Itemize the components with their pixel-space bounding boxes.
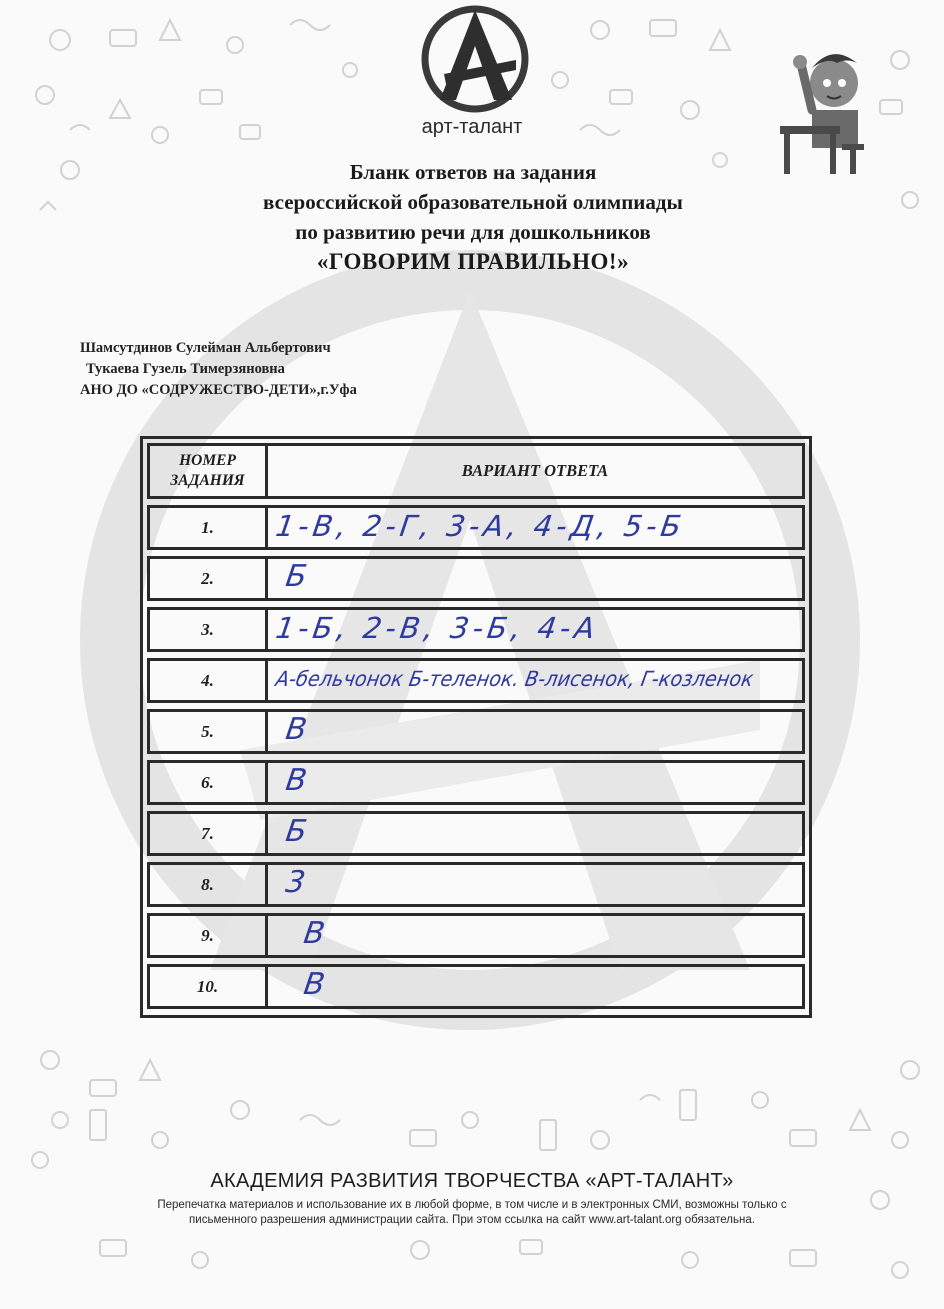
answer-cell <box>268 916 802 955</box>
handwritten-answer: В <box>283 712 314 747</box>
table-row <box>147 964 805 1009</box>
header-task-number <box>150 446 268 496</box>
header-task-number-line1: НОМЕР <box>179 452 236 469</box>
handwritten-answer: 1-Б, 2-В, 3-Б, 4-А <box>273 610 601 645</box>
title-line-3: по развитию речи для дошкольников <box>295 220 651 244</box>
task-number: 6. <box>150 763 268 802</box>
handwritten-answer: В <box>301 916 332 951</box>
answer-cell <box>268 661 802 700</box>
authors-block <box>80 338 357 401</box>
handwritten-answer: А-бельчонок Б-теленок. В-лисенок, Г-козленок <box>273 666 756 691</box>
task-number: 2. <box>150 559 268 598</box>
handwritten-answer: В <box>301 967 332 1002</box>
copyright-note-line-2: письменного разрешения администрации сайта. При этом ссылка на сайт www.art-talant.org обязательна. <box>189 1214 755 1226</box>
handwritten-answer: Б <box>283 559 314 594</box>
header-answer: ВАРИАНТ ОТВЕТА <box>461 461 609 480</box>
table-row <box>147 862 805 907</box>
handwritten-answer: Б <box>283 814 314 849</box>
table-row <box>147 913 805 958</box>
title-line-1: Бланк ответов на задания <box>349 160 597 184</box>
table-row <box>147 607 805 652</box>
table-row <box>147 811 805 856</box>
table-header-row <box>147 443 805 499</box>
answer-cell <box>268 559 802 598</box>
table-row <box>147 709 805 754</box>
title-line-2: всероссийской образовательной олимпиады <box>263 190 683 214</box>
olympiad-name: «ГОВОРИМ ПРАВИЛЬНО!» <box>316 249 630 274</box>
answer-table <box>140 436 812 1018</box>
task-number: 8. <box>150 865 268 904</box>
task-number: 3. <box>150 610 268 649</box>
table-row <box>147 556 805 601</box>
task-number: 7. <box>150 814 268 853</box>
answer-cell <box>268 967 802 1006</box>
task-number: 1. <box>150 508 268 547</box>
answer-cell <box>268 610 802 649</box>
answer-cell <box>268 814 802 853</box>
answer-cell <box>268 763 802 802</box>
task-number: 10. <box>150 967 268 1006</box>
task-number: 5. <box>150 712 268 751</box>
handwritten-answer: 3 <box>283 865 312 900</box>
table-row <box>147 505 805 550</box>
table-row <box>147 760 805 805</box>
copyright-note-line-1: Перепечатка материалов и использование их в любой форме, в том числе и в электронных СМИ, возможны только с <box>157 1199 787 1211</box>
schoolboy-at-desk-illustration <box>772 38 872 178</box>
form-title <box>160 157 786 277</box>
footer-title: АКАДЕМИЯ РАЗВИТИЯ ТВОРЧЕСТВА «АРТ-ТАЛАНТ» <box>210 1170 734 1192</box>
logo-text: арт-талант <box>421 116 523 138</box>
task-number: 4. <box>150 661 268 700</box>
table-row <box>147 658 805 703</box>
handwritten-answer: В <box>283 763 314 798</box>
task-number: 9. <box>150 916 268 955</box>
author-1: Шамсутдинов Сулейман Альбертович <box>80 340 331 356</box>
art-talant-logo-icon <box>420 4 530 114</box>
author-2: Тукаева Гузель Тимерзяновна <box>86 361 285 377</box>
organization: АНО ДО «СОДРУЖЕСТВО-ДЕТИ»,г.Уфа <box>80 382 357 398</box>
answer-cell <box>268 865 802 904</box>
answer-cell <box>268 508 802 547</box>
header-task-number-line2: ЗАДАНИЯ <box>170 472 245 489</box>
copyright-note <box>110 1198 834 1228</box>
handwritten-answer: 1-В, 2-Г, 3-А, 4-Д, 5-Б <box>273 508 688 543</box>
answer-cell <box>268 712 802 751</box>
